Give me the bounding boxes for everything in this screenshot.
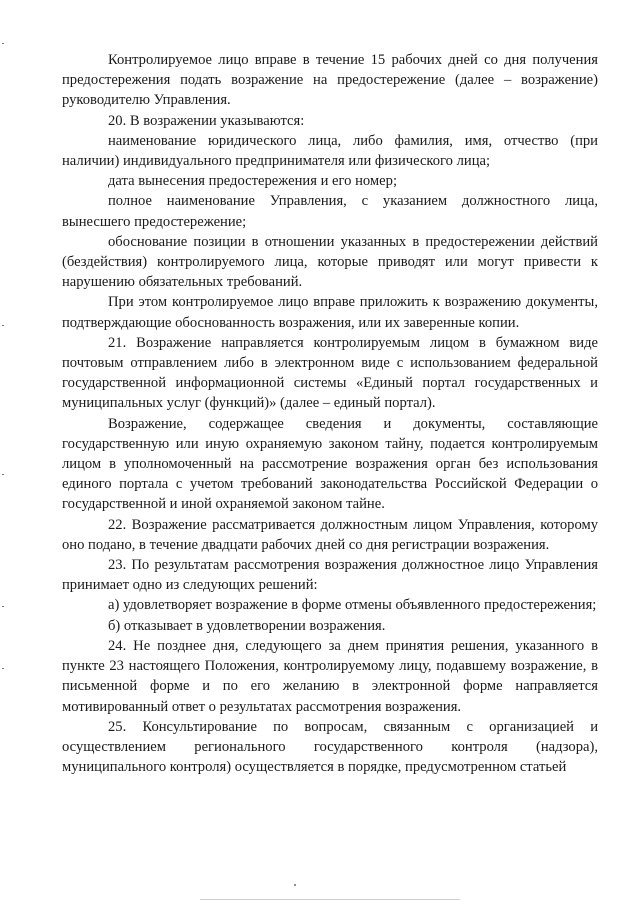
scan-edge-mark [2, 325, 4, 326]
paragraph-20-item-date: дата вынесения предостережения и его номер; [108, 173, 397, 190]
paragraph-23-option-a: а) удовлетворяет возражение в форме отмены объявленного предостережения; [108, 597, 597, 614]
paragraph-20-item-justification: обоснование позиции в отношении указанных в предостережении действий (бездействия) контролируемого лица, которые приводят или могут привести к нарушению обязательных требований. [62, 233, 598, 291]
scan-edge-mark [2, 606, 4, 607]
scan-dot [294, 884, 296, 886]
paragraph-23: 23. По результатам рассмотрения возражения должностное лицо Управления принимает одно из следующих решений: [62, 557, 598, 594]
paragraph-23-option-b: б) отказывает в удовлетворении возражения. [108, 617, 386, 634]
paragraph-objection-right: Контролируемое лицо вправе в течение 15 рабочих дней со дня получения предостережения подать возражение на предостережение (далее – возражение) руководителю Управления. [62, 52, 598, 109]
paragraph-20-item-office: полное наименование Управления, с указанием должностного лица, вынесшего предостережение; [62, 193, 598, 230]
scan-edge-mark [2, 668, 4, 669]
paragraph-20-attachments: При этом контролируемое лицо вправе приложить к возражению документы, подтверждающие обоснованность возражения, или их заверенные копии. [62, 294, 598, 331]
paragraph-20-heading: 20. В возражении указываются: [108, 112, 305, 129]
paragraph-25: 25. Консультирование по вопросам, связанным с организацией и осуществлением регионального государственного контроля (надзора), муниципального контроля) осуществляется в порядке, предусмотренном статьей [62, 718, 598, 776]
document-body [62, 50, 598, 777]
paragraph-22: 22. Возражение рассматривается должностным лицом Управления, которому оно подано, в течение двадцати рабочих дней со дня регистрации возражения. [62, 516, 598, 553]
scan-edge-mark [2, 43, 4, 44]
paragraph-20-item-name: наименование юридического лица, либо фамилия, имя, отчество (при наличии) индивидуального предпринимателя или физического лица; [62, 132, 598, 170]
paragraph-21-secret: Возражение, содержащее сведения и документы, составляющие государственную или иную охраняемую законом тайну, подается контролируемым лицом в уполномоченный на рассмотрение возражения орган без использования единого портала с учетом требований законодательства Российской Федерации о государственной и иной охраняемой законом тайне. [62, 415, 598, 513]
scan-bottom-line [200, 899, 460, 900]
paragraph-24: 24. Не позднее дня, следующего за днем принятия решения, указанного в пункте 23 настоящего Положения, контролируемому лицу, подавшему возражение, в письменной форме и по его желанию в электронной форме направляется мотивированный ответ о результатах рассмотрения возражения. [62, 637, 598, 715]
scan-edge-mark [2, 474, 4, 475]
paragraph-21: 21. Возражение направляется контролируемым лицом в бумажном виде почтовым отправлением либо в электронном виде с использованием федеральной государственной информационной системы «Единый портал государственных и муниципальных услуг (функций)» (далее – единый портал). [62, 334, 598, 412]
